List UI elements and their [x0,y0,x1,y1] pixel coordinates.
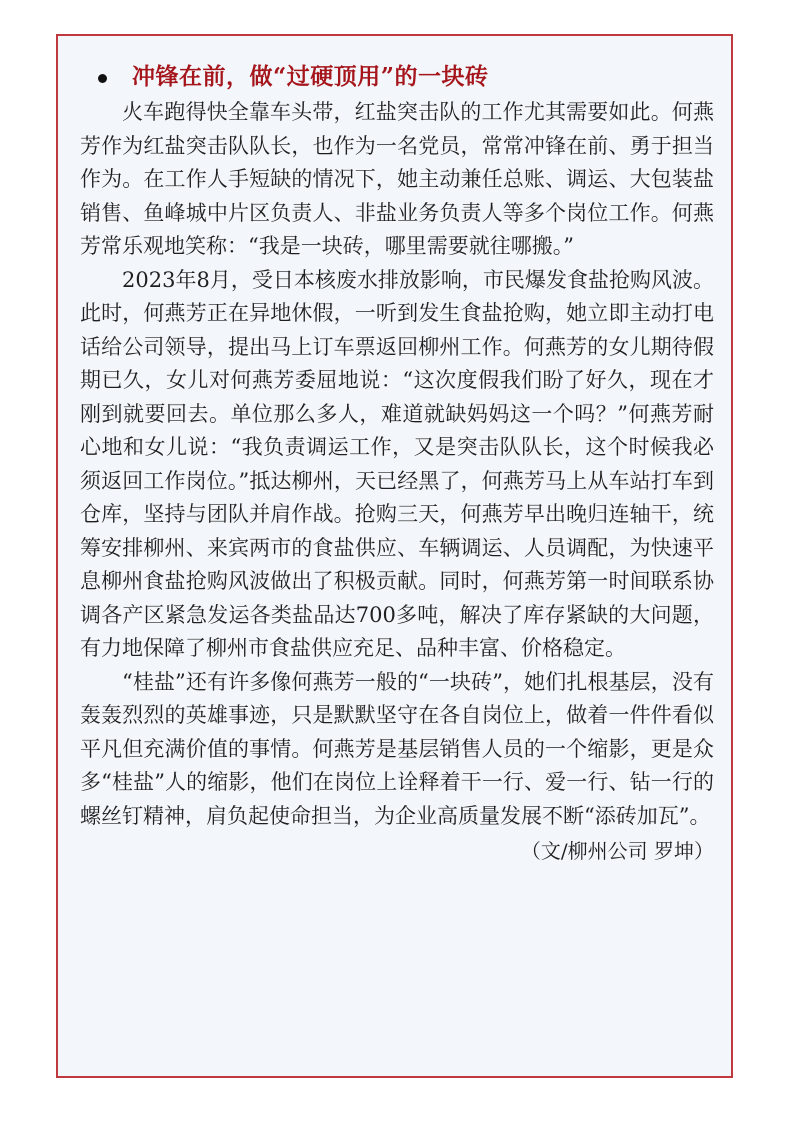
paragraph-1: 火车跑得快全靠车头带，红盐突击队的工作尤其需要如此。何燕芳作为红盐突击队队长，也作为一名党员，常常冲锋在前、勇于担当作为。在工作人手短缺的情况下，她主动兼任总账、调运、大包装盐销售、鱼峰城中片区负责人、非盐业务负责人等多个岗位工作。何燕芳常乐观地笑称：“我是一块砖，哪里需要就往哪搬。” [80,100,714,258]
bullet-icon [98,74,107,83]
article-frame [56,34,733,1078]
paragraph-3: “桂盐”还有许多像何燕芳一般的“一块砖”，她们扎根基层，没有轰轰烈烈的英雄事迹，只是默默坚守在各自岗位上，做着一件件看似平凡但充满价值的事情。何燕芳是基层销售人员的一个缩影，更是众多“桂盐”人的缩影，他们在岗位上诠释着干一行、爱一行、钻一行的螺丝钉精神，肩负起使命担当，为企业高质量发展不断“添砖加瓦”。 [80,669,714,828]
paragraph-2: 2023年8月，受日本核废水排放影响，市民爆发食盐抢购风波。此时，何燕芳正在异地休假，一听到发生食盐抢购，她立即主动打电话给公司领导，提出马上订车票返回柳州工作。何燕芳的女儿期待假期已久，女儿对何燕芳委屈地说：“这次度假我们盼了好久，现在才刚到就要回去。单位那么多人，难道就缺妈妈这一个吗？”何燕芳耐心地和女儿说：“我负责调运工作，又是突击队队长，这个时候我必须返回工作岗位。”抵达柳州，天已经黑了，何燕芳马上从车站打车到仓库，坚持与团队并肩作战。抢购三天，何燕芳早出晚归连轴干，统筹安排柳州、来宾两市的食盐供应、车辆调运、人员调配，为快速平息柳州食盐抢购风波做出了积极贡献。同时，何燕芳第一时间联系协调各产区紧急发运各类盐品达700多吨，解决了库存紧缺的大问题，有力地保障了柳州市食盐供应充足、品种丰富、价格稳定。 [80,267,714,660]
byline: （文/柳州公司 罗坤） [520,839,714,863]
section-heading-text: 冲锋在前，做“过硬顶用”的一块砖 [132,63,489,90]
section-heading [80,58,714,96]
article-content [80,58,714,868]
